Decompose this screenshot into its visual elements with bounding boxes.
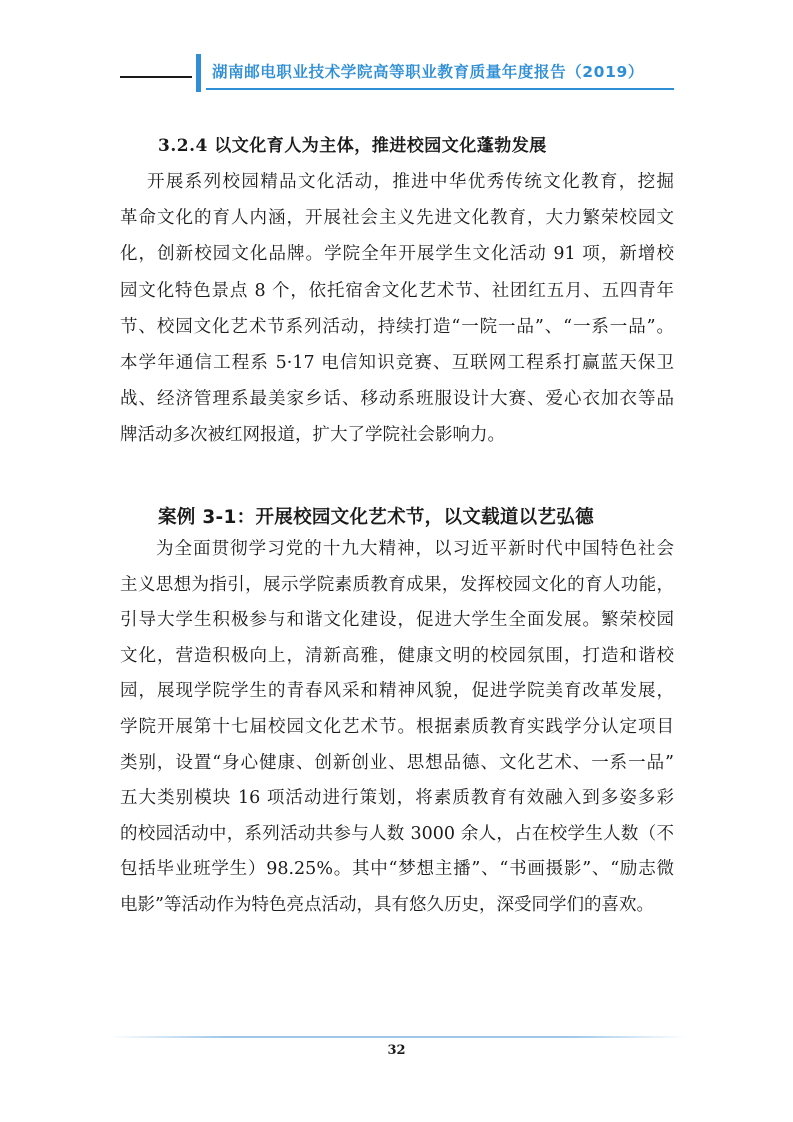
paragraph-line: 的校园活动中，系列活动共参与人数 3000 余人，占在校学生人数（不 [120, 823, 674, 844]
paragraph-line: 引导大学生积极参与和谐文化建设，促进大学生全面发展。繁荣校园 [120, 610, 674, 631]
paragraph-line: 为全面贯彻学习党的十九大精神，以习近平新时代中国特色社会 [156, 539, 674, 559]
header-rule-right [206, 88, 674, 90]
case-heading: 案例 3-1：开展校园文化艺术节，以文载道以艺弘德 [158, 507, 594, 528]
paragraph-line: 节、校园文化艺术节系列活动，持续打造“一院一品”、“一系一品”。 [120, 316, 674, 337]
header-rule-left [120, 76, 192, 78]
paragraph-line: 革命文化的育人内涵，开展社会主义先进文化教育，大力繁荣校园文 [120, 208, 674, 229]
footer-rule [110, 1036, 686, 1038]
paragraph-line: 主义思想为指引，展示学院素质教育成果，发挥校园文化的育人功能， [120, 574, 674, 595]
paragraph-line: 文化，营造积极向上，清新高雅，健康文明的校园氛围，打造和谐校 [120, 645, 674, 666]
section-paragraph [120, 164, 674, 454]
paragraph-line: 战、经济管理系最美家乡话、移动系班服设计大赛、爱心衣加衣等品 [120, 389, 674, 410]
paragraph-line: 五大类别模块 16 项活动进行策划，将素质教育有效融入到多姿多彩 [120, 788, 674, 809]
paragraph-line: 园，展现学院学生的青春风采和精神风貌，促进学院美育改革发展， [120, 681, 674, 702]
paragraph-line: 开展系列校园精品文化活动，推进中华优秀传统文化教育，挖掘 [147, 172, 674, 192]
paragraph-line: 学院开展第十七届校园文化艺术节。根据素质教育实践学分认定项目 [120, 716, 674, 737]
report-header-title: 湖南邮电职业技术学院高等职业教育质量年度报告（2019） [212, 63, 644, 81]
paragraph-line: 电影”等活动作为特色亮点活动，具有悠久历史，深受同学们的喜欢。 [120, 894, 654, 915]
paragraph-line: 包括毕业班学生）98.25%。其中“梦想主播”、“书画摄影”、“励志微 [120, 859, 674, 880]
header-accent-bar [196, 54, 201, 92]
paragraph-line: 类别，设置“身心健康、创新创业、思想品德、文化艺术、一系一品” [120, 752, 674, 773]
page-number: 32 [387, 1043, 406, 1058]
paragraph-line: 园文化特色景点 8 个，依托宿舍文化艺术节、社团红五月、五四青年 [120, 280, 674, 301]
paragraph-line: 化，创新校园文化品牌。学院全年开展学生文化活动 91 项，新增校 [120, 244, 674, 265]
paragraph-line: 本学年通信工程系 5·17 电信知识竞赛、互联网工程系打赢蓝天保卫 [120, 352, 674, 373]
case-paragraph [120, 532, 674, 924]
section-heading: 3.2.4 以文化育人为主体，推进校园文化蓬勃发展 [158, 136, 547, 156]
paragraph-line: 牌活动多次被红网报道，扩大了学院社会影响力。 [120, 425, 505, 446]
